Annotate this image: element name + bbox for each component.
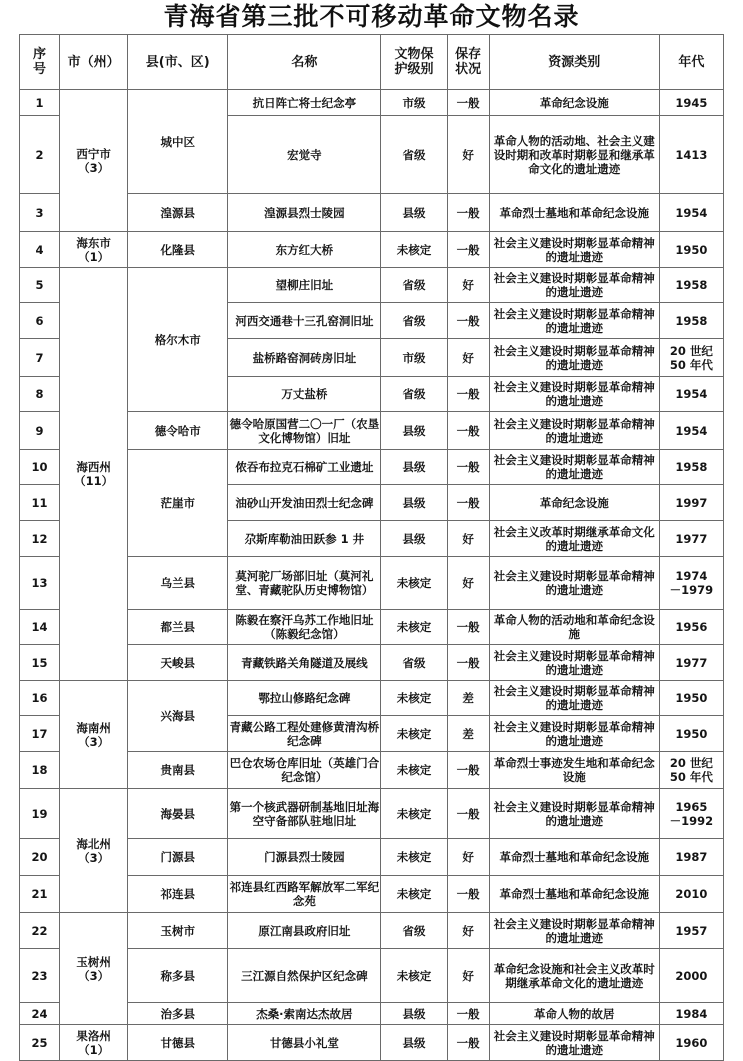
column-header-protection-level: 文物保 护级别 bbox=[381, 35, 447, 90]
cell-era: 2000 bbox=[659, 949, 723, 1003]
column-header-county: 县(市、区) bbox=[128, 35, 228, 90]
cell-county: 茫崖市 bbox=[128, 450, 228, 557]
cell-condition: 好 bbox=[447, 913, 489, 949]
cell-protection-level: 未核定 bbox=[381, 839, 447, 876]
cell-protection-level: 未核定 bbox=[381, 949, 447, 1003]
table-row bbox=[20, 90, 724, 116]
cell-era: 1958 bbox=[659, 450, 723, 485]
cell-category: 社会主义建设时期彰显革命精神的遗址遗迹 bbox=[489, 913, 659, 949]
table-header-row bbox=[20, 35, 724, 90]
cell-condition: 一般 bbox=[447, 610, 489, 645]
cell-seq: 6 bbox=[20, 303, 60, 339]
cell-city: 西宁市 （3） bbox=[60, 90, 128, 232]
cell-era: 1974 －1979 bbox=[659, 557, 723, 610]
cell-category: 革命纪念设施和社会主义改革时期继承革命文化的遗址遗迹 bbox=[489, 949, 659, 1003]
cell-category: 社会主义建设时期彰显革命精神的遗址遗迹 bbox=[489, 339, 659, 377]
cell-category: 社会主义建设时期彰显革命精神的遗址遗迹 bbox=[489, 303, 659, 339]
cell-condition: 好 bbox=[447, 839, 489, 876]
cell-seq: 17 bbox=[20, 716, 60, 752]
cell-name: 盐桥路窑洞砖房旧址 bbox=[228, 339, 381, 377]
cell-city: 玉树州 （3） bbox=[60, 913, 128, 1025]
cell-era: 1950 bbox=[659, 716, 723, 752]
column-header-era: 年代 bbox=[659, 35, 723, 90]
cell-category: 社会主义建设时期彰显革命精神的遗址遗迹 bbox=[489, 789, 659, 839]
cell-county: 海晏县 bbox=[128, 789, 228, 839]
cell-category: 社会主义建设时期彰显革命精神的遗址遗迹 bbox=[489, 1025, 659, 1061]
cell-era: 1950 bbox=[659, 681, 723, 716]
cell-county: 称多县 bbox=[128, 949, 228, 1003]
cell-condition: 差 bbox=[447, 681, 489, 716]
cell-condition: 一般 bbox=[447, 1003, 489, 1025]
cell-category: 社会主义建设时期彰显革命精神的遗址遗迹 bbox=[489, 716, 659, 752]
cell-county: 甘德县 bbox=[128, 1025, 228, 1061]
cell-category: 社会主义改革时期继承革命文化的遗址遗迹 bbox=[489, 521, 659, 557]
cell-name: 湟源县烈士陵园 bbox=[228, 194, 381, 232]
cell-category: 革命烈士墓地和革命纪念设施 bbox=[489, 194, 659, 232]
cell-condition: 差 bbox=[447, 716, 489, 752]
cell-protection-level: 县级 bbox=[381, 1025, 447, 1061]
cell-county: 乌兰县 bbox=[128, 557, 228, 610]
cell-condition: 一般 bbox=[447, 90, 489, 116]
cell-name: 鄂拉山修路纪念碑 bbox=[228, 681, 381, 716]
cell-protection-level: 县级 bbox=[381, 194, 447, 232]
cell-era: 20 世纪 50 年代 bbox=[659, 752, 723, 789]
column-header-name: 名称 bbox=[228, 35, 381, 90]
cell-name: 原江南县政府旧址 bbox=[228, 913, 381, 949]
cell-condition: 一般 bbox=[447, 232, 489, 268]
cell-name: 三江源自然保护区纪念碑 bbox=[228, 949, 381, 1003]
cell-seq: 8 bbox=[20, 377, 60, 412]
cell-county: 门源县 bbox=[128, 839, 228, 876]
cell-protection-level: 未核定 bbox=[381, 716, 447, 752]
cell-name: 莫河驼厂场部旧址（莫河礼堂、青藏驼队历史博物馆） bbox=[228, 557, 381, 610]
cell-protection-level: 县级 bbox=[381, 1003, 447, 1025]
cell-era: 1957 bbox=[659, 913, 723, 949]
cell-city: 海南州 （3） bbox=[60, 681, 128, 789]
cell-protection-level: 未核定 bbox=[381, 681, 447, 716]
cell-condition: 一般 bbox=[447, 789, 489, 839]
cell-condition: 好 bbox=[447, 949, 489, 1003]
cell-county: 治多县 bbox=[128, 1003, 228, 1025]
cell-protection-level: 省级 bbox=[381, 645, 447, 681]
table-row bbox=[20, 268, 724, 303]
cell-category: 社会主义建设时期彰显革命精神的遗址遗迹 bbox=[489, 377, 659, 412]
cell-name: 宏觉寺 bbox=[228, 116, 381, 194]
cell-protection-level: 县级 bbox=[381, 450, 447, 485]
cell-city: 海北州 （3） bbox=[60, 789, 128, 913]
cell-name: 巴仓农场仓库旧址（英雄门合纪念馆） bbox=[228, 752, 381, 789]
cell-seq: 12 bbox=[20, 521, 60, 557]
cell-city: 海西州 （11） bbox=[60, 268, 128, 681]
column-header-seq: 序 号 bbox=[20, 35, 60, 90]
cell-name: 德令哈原国营二〇一厂（农垦文化博物馆）旧址 bbox=[228, 412, 381, 450]
cell-era: 1960 bbox=[659, 1025, 723, 1061]
cell-era: 1984 bbox=[659, 1003, 723, 1025]
cell-era: 1977 bbox=[659, 645, 723, 681]
cell-seq: 13 bbox=[20, 557, 60, 610]
cell-category: 社会主义建设时期彰显革命精神的遗址遗迹 bbox=[489, 557, 659, 610]
cell-protection-level: 省级 bbox=[381, 116, 447, 194]
cell-era: 20 世纪 50 年代 bbox=[659, 339, 723, 377]
cell-protection-level: 市级 bbox=[381, 339, 447, 377]
cell-era: 1997 bbox=[659, 485, 723, 521]
cell-protection-level: 未核定 bbox=[381, 232, 447, 268]
cell-seq: 7 bbox=[20, 339, 60, 377]
cell-category: 社会主义建设时期彰显革命精神的遗址遗迹 bbox=[489, 412, 659, 450]
cell-name: 陈毅在察汗乌苏工作地旧址（陈毅纪念馆） bbox=[228, 610, 381, 645]
table-row bbox=[20, 232, 724, 268]
cell-name: 望柳庄旧址 bbox=[228, 268, 381, 303]
cell-condition: 好 bbox=[447, 557, 489, 610]
cell-seq: 9 bbox=[20, 412, 60, 450]
cell-category: 社会主义建设时期彰显革命精神的遗址遗迹 bbox=[489, 450, 659, 485]
table-header bbox=[20, 35, 724, 90]
cell-name: 第一个核武器研制基地旧址海空守备部队驻地旧址 bbox=[228, 789, 381, 839]
cell-county: 贵南县 bbox=[128, 752, 228, 789]
cell-name: 祁连县红西路军解放军二军纪念苑 bbox=[228, 876, 381, 913]
cell-seq: 19 bbox=[20, 789, 60, 839]
cell-protection-level: 县级 bbox=[381, 412, 447, 450]
cell-protection-level: 未核定 bbox=[381, 557, 447, 610]
cell-protection-level: 市级 bbox=[381, 90, 447, 116]
cell-category: 革命人物的活动地、社会主义建设时期和改革时期彰显和继承革命文化的遗址遗迹 bbox=[489, 116, 659, 194]
cell-city: 海东市 （1） bbox=[60, 232, 128, 268]
cell-county: 格尔木市 bbox=[128, 268, 228, 412]
cell-name: 青藏铁路关角隧道及展线 bbox=[228, 645, 381, 681]
cell-era: 1977 bbox=[659, 521, 723, 557]
cell-name: 侬吞布拉克石棉矿工业遗址 bbox=[228, 450, 381, 485]
table-row bbox=[20, 789, 724, 839]
cell-county: 城中区 bbox=[128, 90, 228, 194]
cell-category: 革命烈士事迹发生地和革命纪念设施 bbox=[489, 752, 659, 789]
cell-protection-level: 县级 bbox=[381, 521, 447, 557]
cell-condition: 一般 bbox=[447, 412, 489, 450]
cell-seq: 16 bbox=[20, 681, 60, 716]
cell-category: 革命纪念设施 bbox=[489, 90, 659, 116]
cell-seq: 1 bbox=[20, 90, 60, 116]
cell-county: 兴海县 bbox=[128, 681, 228, 752]
cell-category: 革命纪念设施 bbox=[489, 485, 659, 521]
cell-era: 1945 bbox=[659, 90, 723, 116]
cell-era: 1413 bbox=[659, 116, 723, 194]
cell-category: 社会主义建设时期彰显革命精神的遗址遗迹 bbox=[489, 232, 659, 268]
cell-county: 都兰县 bbox=[128, 610, 228, 645]
cell-name: 甘德县小礼堂 bbox=[228, 1025, 381, 1061]
cell-seq: 14 bbox=[20, 610, 60, 645]
cell-county: 湟源县 bbox=[128, 194, 228, 232]
cell-category: 社会主义建设时期彰显革命精神的遗址遗迹 bbox=[489, 681, 659, 716]
cell-condition: 好 bbox=[447, 116, 489, 194]
cell-condition: 一般 bbox=[447, 1025, 489, 1061]
cell-protection-level: 未核定 bbox=[381, 610, 447, 645]
cell-county: 德令哈市 bbox=[128, 412, 228, 450]
cell-condition: 一般 bbox=[447, 194, 489, 232]
column-header-category: 资源类别 bbox=[489, 35, 659, 90]
cell-category: 革命烈士墓地和革命纪念设施 bbox=[489, 876, 659, 913]
page-title: 青海省第三批不可移动革命文物名录 bbox=[163, 2, 580, 31]
cell-name: 万丈盐桥 bbox=[228, 377, 381, 412]
cell-protection-level: 未核定 bbox=[381, 752, 447, 789]
cell-condition: 一般 bbox=[447, 303, 489, 339]
cell-protection-level: 省级 bbox=[381, 913, 447, 949]
cell-name: 尕斯库勒油田跃参 1 井 bbox=[228, 521, 381, 557]
cell-era: 1956 bbox=[659, 610, 723, 645]
cell-seq: 3 bbox=[20, 194, 60, 232]
cell-category: 社会主义建设时期彰显革命精神的遗址遗迹 bbox=[489, 268, 659, 303]
cell-seq: 5 bbox=[20, 268, 60, 303]
cell-name: 抗日阵亡将士纪念亭 bbox=[228, 90, 381, 116]
cell-seq: 18 bbox=[20, 752, 60, 789]
cell-era: 1954 bbox=[659, 377, 723, 412]
cell-condition: 一般 bbox=[447, 377, 489, 412]
cell-seq: 11 bbox=[20, 485, 60, 521]
cell-era: 1954 bbox=[659, 412, 723, 450]
cell-seq: 21 bbox=[20, 876, 60, 913]
cell-county: 化隆县 bbox=[128, 232, 228, 268]
revolutionary-relics-table bbox=[19, 34, 724, 1061]
cell-county: 祁连县 bbox=[128, 876, 228, 913]
cell-era: 1958 bbox=[659, 303, 723, 339]
cell-protection-level: 省级 bbox=[381, 268, 447, 303]
cell-name: 杰桑·索南达杰故居 bbox=[228, 1003, 381, 1025]
cell-seq: 23 bbox=[20, 949, 60, 1003]
cell-condition: 好 bbox=[447, 521, 489, 557]
cell-protection-level: 省级 bbox=[381, 303, 447, 339]
column-header-city: 市（州） bbox=[60, 35, 128, 90]
table-row bbox=[20, 1025, 724, 1061]
cell-category: 社会主义建设时期彰显革命精神的遗址遗迹 bbox=[489, 645, 659, 681]
cell-era: 1987 bbox=[659, 839, 723, 876]
cell-era: 1950 bbox=[659, 232, 723, 268]
cell-city: 果洛州 （1） bbox=[60, 1025, 128, 1061]
cell-condition: 好 bbox=[447, 268, 489, 303]
cell-condition: 一般 bbox=[447, 876, 489, 913]
cell-seq: 15 bbox=[20, 645, 60, 681]
cell-county: 玉树市 bbox=[128, 913, 228, 949]
cell-category: 革命烈士墓地和革命纪念设施 bbox=[489, 839, 659, 876]
cell-protection-level: 未核定 bbox=[381, 789, 447, 839]
cell-name: 东方红大桥 bbox=[228, 232, 381, 268]
cell-condition: 一般 bbox=[447, 450, 489, 485]
cell-name: 河西交通巷十三孔窑洞旧址 bbox=[228, 303, 381, 339]
cell-seq: 10 bbox=[20, 450, 60, 485]
cell-protection-level: 未核定 bbox=[381, 876, 447, 913]
cell-county: 天峻县 bbox=[128, 645, 228, 681]
cell-protection-level: 省级 bbox=[381, 377, 447, 412]
cell-name: 油砂山开发油田烈士纪念碑 bbox=[228, 485, 381, 521]
cell-category: 革命人物的故居 bbox=[489, 1003, 659, 1025]
cell-seq: 2 bbox=[20, 116, 60, 194]
cell-seq: 25 bbox=[20, 1025, 60, 1061]
cell-seq: 22 bbox=[20, 913, 60, 949]
cell-seq: 20 bbox=[20, 839, 60, 876]
cell-era: 2010 bbox=[659, 876, 723, 913]
table-body bbox=[20, 90, 724, 1061]
table-row bbox=[20, 681, 724, 716]
cell-condition: 一般 bbox=[447, 752, 489, 789]
cell-era: 1965 －1992 bbox=[659, 789, 723, 839]
cell-name: 青藏公路工程处建修黄清沟桥纪念碑 bbox=[228, 716, 381, 752]
cell-name: 门源县烈士陵园 bbox=[228, 839, 381, 876]
column-header-condition: 保存 状况 bbox=[447, 35, 489, 90]
cell-era: 1954 bbox=[659, 194, 723, 232]
cell-condition: 一般 bbox=[447, 645, 489, 681]
cell-seq: 4 bbox=[20, 232, 60, 268]
table-row bbox=[20, 913, 724, 949]
cell-era: 1958 bbox=[659, 268, 723, 303]
cell-condition: 好 bbox=[447, 339, 489, 377]
cell-protection-level: 县级 bbox=[381, 485, 447, 521]
cell-condition: 一般 bbox=[447, 485, 489, 521]
cell-seq: 24 bbox=[20, 1003, 60, 1025]
cell-category: 革命人物的活动地和革命纪念设施 bbox=[489, 610, 659, 645]
